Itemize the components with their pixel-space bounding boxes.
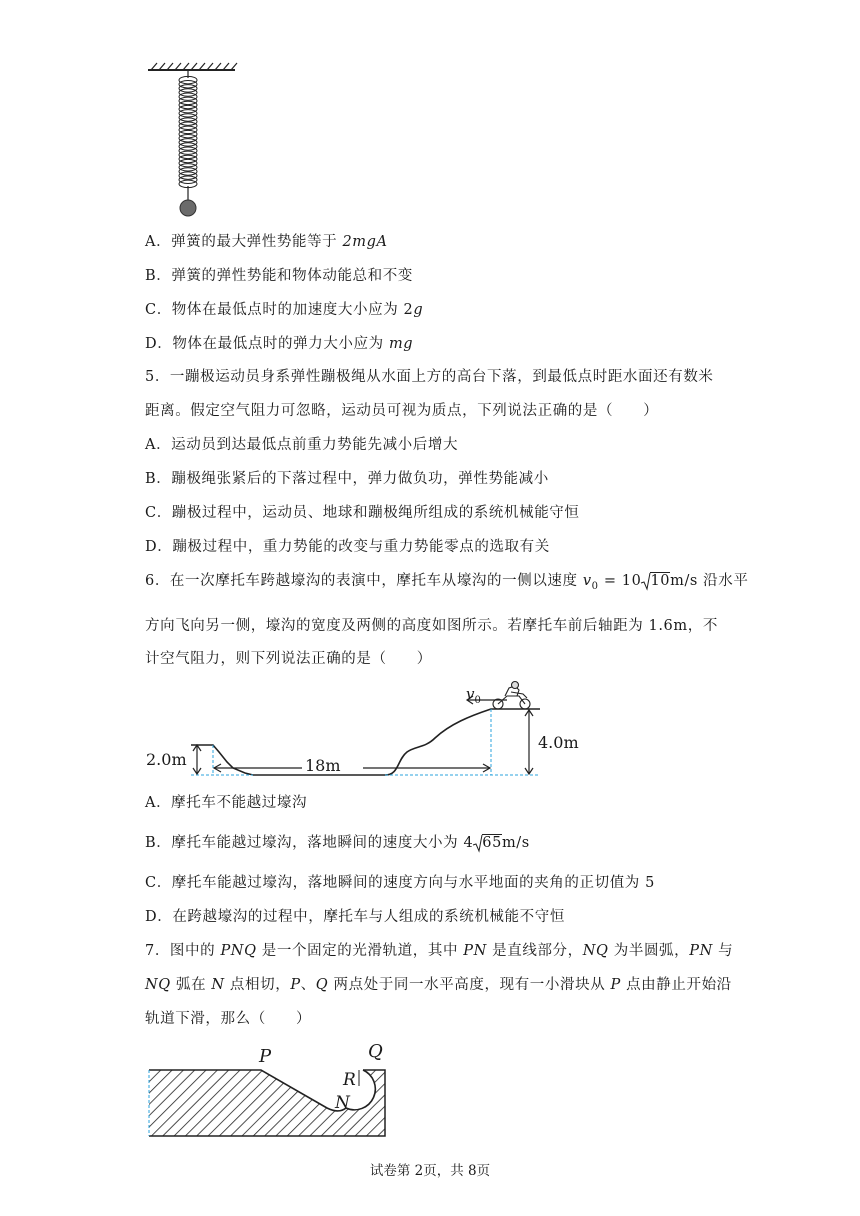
ditch-left-height-label: 2.0m bbox=[146, 750, 187, 769]
spring-figure bbox=[145, 62, 245, 222]
track-label-r: R bbox=[343, 1070, 356, 1090]
ditch-right-height-label: 4.0m bbox=[538, 733, 579, 752]
q4-option-d: D．物体在最低点时的弹力大小应为 mg bbox=[145, 336, 414, 352]
q6-option-a: A．摩托车不能越过壕沟 bbox=[145, 795, 308, 811]
q5-stem-line2: 距离。假定空气阻力可忽略，运动员可视为质点，下列说法正确的是（ ） bbox=[145, 403, 659, 419]
q7-stem-line1: 7．图中的 PNQ 是一个固定的光滑轨道，其中 PN 是直线部分，NQ 为半圆弧，PN 与 bbox=[145, 943, 734, 959]
q6-stem-line3: 计空气阻力，则下列说法正确的是（ ） bbox=[145, 651, 432, 667]
q7-stem-line3: 轨道下滑，那么（ ） bbox=[145, 1011, 312, 1027]
q6-stem-line2: 方向飞向另一侧，壕沟的宽度及两侧的高度如图所示。若摩托车前后轴距为 1.6m，不 bbox=[145, 618, 718, 634]
q5-option-d: D．蹦极过程中，重力势能的改变与重力势能零点的选取有关 bbox=[145, 539, 550, 555]
track-label-p: P bbox=[259, 1046, 272, 1067]
motorcycle-icon bbox=[493, 682, 530, 710]
ditch-v0-label: $v_0$ bbox=[466, 685, 481, 706]
q4-option-c: C．物体在最低点时的加速度大小应为 2g bbox=[145, 302, 424, 318]
q4-option-a: A．弹簧的最大弹性势能等于 2mgA bbox=[145, 234, 388, 250]
q6-option-c: C．摩托车能越过壕沟，落地瞬间的速度方向与水平地面的夹角的正切值为 5 bbox=[145, 875, 655, 891]
ditch-figure bbox=[145, 680, 565, 780]
page-footer: 试卷第 2页，共 8页 bbox=[369, 1163, 491, 1179]
track-label-n: N bbox=[335, 1093, 350, 1113]
q6-stem-line1: 6．在一次摩托车跨越壕沟的表演中，摩托车从壕沟的一侧以速度 $v_0 = 10$ 10m/s 沿水平 bbox=[145, 573, 749, 592]
q6-option-d: D．在跨越壕沟的过程中，摩托车与人组成的系统机械能不守恒 bbox=[145, 909, 565, 925]
q5-option-b: B．蹦极绳张紧后的下落过程中，弹力做负功，弹性势能减小 bbox=[145, 471, 549, 487]
q5-stem-line1: 5．一蹦极运动员身系弹性蹦极绳从水面上方的高台下落，到最低点时距水面还有数米 bbox=[145, 369, 714, 385]
ditch-width-label: 18m bbox=[305, 756, 341, 775]
q7-stem-line2: NQ 弧在 N 点相切，P、Q 两点处于同一水平高度，现有一小滑块从 P 点由静止开始沿 bbox=[145, 977, 732, 993]
track-label-q: Q bbox=[368, 1041, 383, 1062]
spring-mass-ball bbox=[180, 200, 196, 216]
q5-option-a: A．运动员到达最低点前重力势能先减小后增大 bbox=[145, 437, 459, 453]
q4-option-b: B．弹簧的弹性势能和物体动能总和不变 bbox=[145, 268, 413, 284]
q5-option-c: C．蹦极过程中，运动员、地球和蹦极绳所组成的系统机械能守恒 bbox=[145, 505, 580, 521]
q6-option-b: B．摩托车能越过壕沟，落地瞬间的速度大小为 4 65m/s bbox=[145, 835, 530, 851]
